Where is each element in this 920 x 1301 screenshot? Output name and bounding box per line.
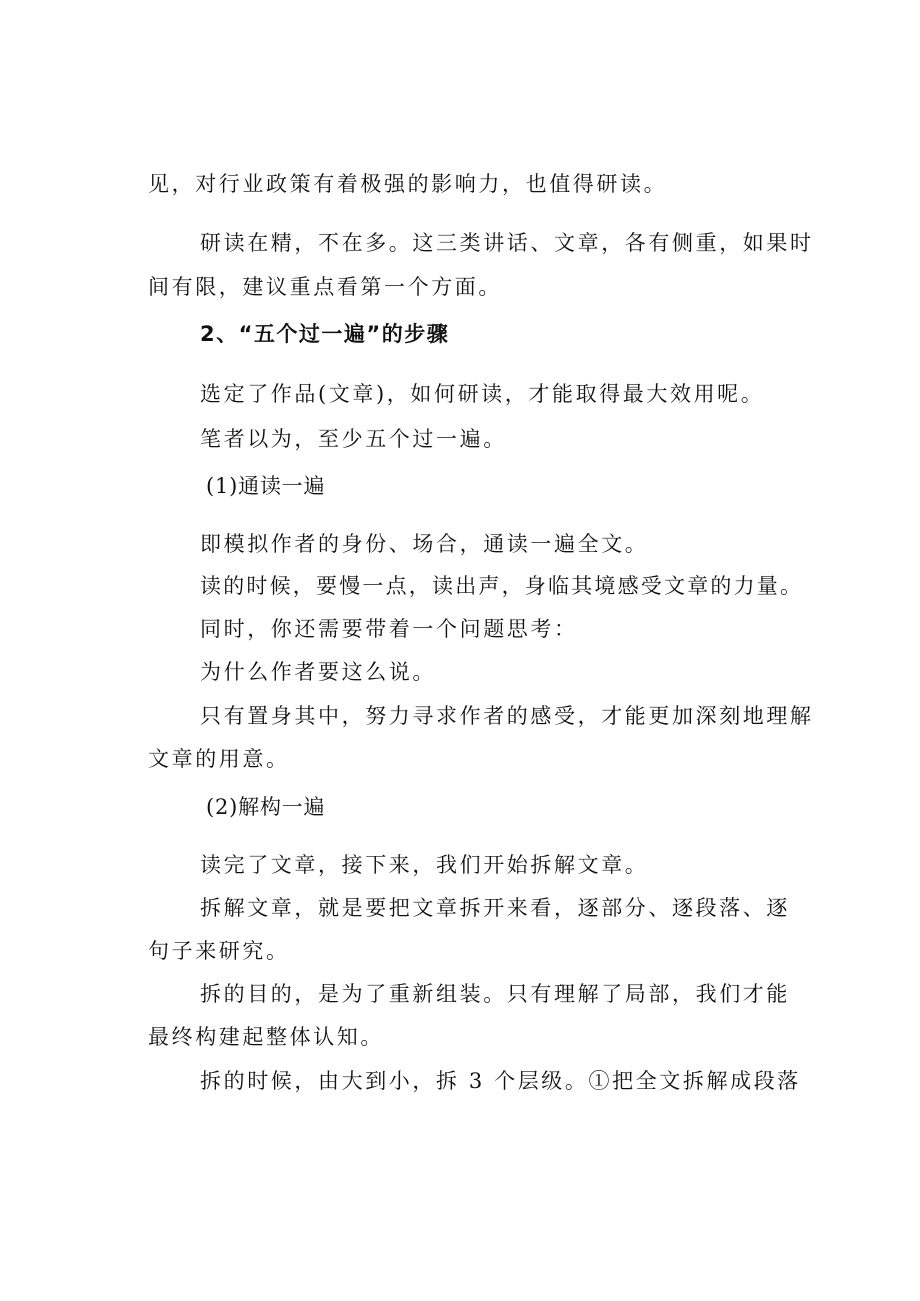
paragraph-line: 拆的目的，是为了重新组装。只有理解了局部，我们才能 <box>200 982 790 1006</box>
section-heading: 2、“五个过一遍”的步骤 <box>200 322 450 346</box>
paragraph-line: 为什么作者要这么说。 <box>200 660 436 684</box>
subsection-heading: (2)解构一遍 <box>206 795 326 819</box>
paragraph-line: 读的时候，要慢一点，读出声，身临其境感受文章的力量。 <box>200 574 804 598</box>
paragraph-line: 拆的时候，由大到小，拆 3 个层级。①把全文拆解成段落 <box>200 1069 801 1093</box>
paragraph-line: 读完了文章，接下来，我们开始拆解文章。 <box>200 853 649 877</box>
paragraph-line: 间有限，建议重点看第一个方面。 <box>148 275 502 299</box>
paragraph-line: 句子来研究。 <box>148 939 290 963</box>
paragraph-line: 最终构建起整体认知。 <box>148 1025 384 1049</box>
paragraph-line: 即模拟作者的身份、场合，通读一遍全文。 <box>200 532 649 556</box>
paragraph-line: 拆解文章，就是要把文章拆开来看，逐部分、逐段落、逐 <box>200 896 790 920</box>
paragraph-line: 笔者以为，至少五个过一遍。 <box>200 427 507 451</box>
paragraph-line: 只有置身其中，努力寻求作者的感受，才能更加深刻地理解 <box>200 704 814 728</box>
paragraph-line: 文章的用意。 <box>148 747 290 771</box>
paragraph-line: 见，对行业政策有着极强的影响力，也值得研读。 <box>148 172 668 196</box>
paragraph-line: 研读在精，不在多。这三类讲话、文章，各有侧重，如果时 <box>200 231 814 255</box>
subsection-heading: (1)通读一遍 <box>206 474 326 498</box>
paragraph-line: 同时，你还需要带着一个问题思考： <box>200 617 578 641</box>
paragraph-line: 选定了作品(文章)，如何研读，才能取得最大效用呢。 <box>200 382 765 406</box>
